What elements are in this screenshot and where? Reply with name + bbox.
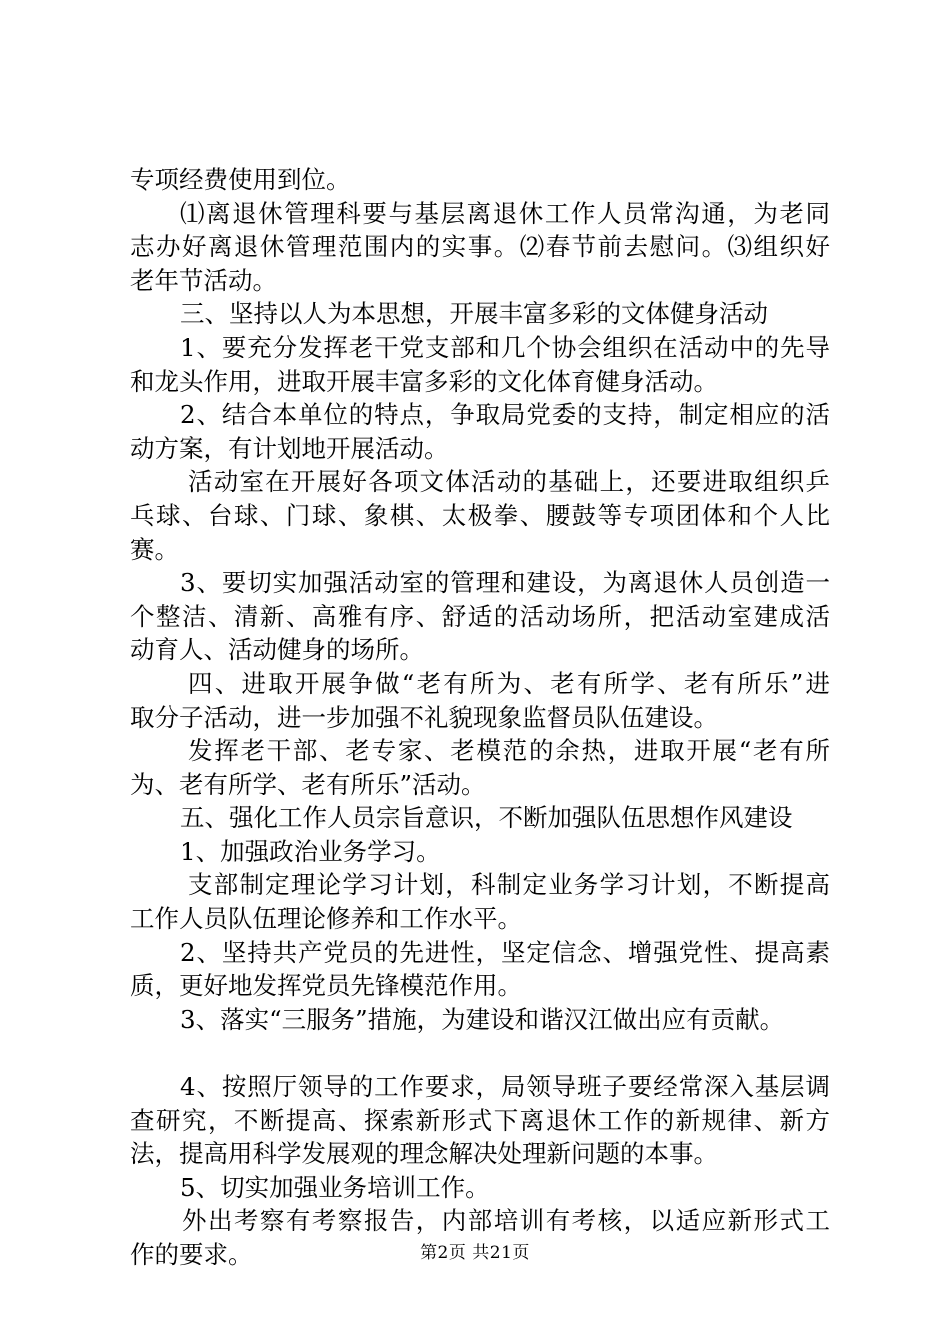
text-line: 查研究，不断提高、探索新形式下离退休工作的新规律、新方 <box>130 1105 830 1135</box>
text-line: 个整洁、清新、高雅有序、舒适的活动场所，把活动室建成活 <box>130 601 830 631</box>
text-line: 动育人、活动健身的场所。 <box>130 635 424 665</box>
text-line: 专项经费使用到位。 <box>130 165 351 194</box>
page-number: 第2页 共21页 <box>420 1243 530 1263</box>
text-line: 工作人员队伍理论修养和工作水平。 <box>130 904 522 934</box>
text-line: 3、落实“三服务”措施，为建设和谐汉江做出应有贡献。 <box>180 1004 785 1034</box>
text-line: 4、按照厅领导的工作要求，局领导班子要经常深入基层调 <box>180 1072 830 1102</box>
text-line: 质，更好地发挥党员先锋模范作用。 <box>130 971 522 1001</box>
section-heading: 四、进取开展争做“老有所为、老有所学、老有所乐”进 <box>188 668 830 698</box>
document-body <box>130 163 830 1272</box>
blank-line <box>130 1036 830 1070</box>
text-line: 外出考察有考察报告，内部培训有考核，以适应新形式工 <box>182 1206 830 1236</box>
text-line: 和龙头作用，进取开展丰富多彩的文化体育健身活动。 <box>130 366 718 396</box>
text-line: 乓球、台球、门球、象棋、太极拳、腰鼓等专项团体和个人比 <box>130 500 830 530</box>
text-line: 2、坚持共产党员的先进性，坚定信念、增强党性、提高素 <box>180 937 830 967</box>
text-line: 5、切实加强业务培训工作。 <box>180 1172 490 1202</box>
text-line: 志办好离退休管理范围内的实事。⑵春节前去慰问。⑶组织好 <box>130 232 830 262</box>
text-line: 取分子活动，进一步加强不礼貌现象监督员队伍建设。 <box>130 702 718 732</box>
text-line: 活动室在开展好各项文体活动的基础上，还要进取组织乒 <box>188 467 830 497</box>
text-line: 3、要切实加强活动室的管理和建设，为离退休人员创造一 <box>180 568 830 598</box>
text-line: 1、加强政治业务学习。 <box>180 836 441 866</box>
text-line: 作的要求。 <box>130 1240 253 1269</box>
text-line: 赛。 <box>130 534 179 564</box>
section-heading: 五、强化工作人员宗旨意识，不断加强队伍思想作风建设 <box>180 803 793 833</box>
text-line: 发挥老干部、老专家、老模范的余热，进取开展“老有所 <box>188 736 830 766</box>
text-line: ⑴离退休管理科要与基层离退休工作人员常沟通，为老同 <box>180 198 830 228</box>
text-line: 1、要充分发挥老干党支部和几个协会组织在活动中的先导 <box>180 332 830 362</box>
text-line: 为、老有所学、老有所乐”活动。 <box>130 769 486 799</box>
text-line: 老年节活动。 <box>130 265 277 295</box>
section-heading: 三、坚持以人为本思想，开展丰富多彩的文体健身活动 <box>180 299 768 329</box>
text-line: 法，提高用科学发展观的理念解决处理新问题的本事。 <box>130 1139 718 1169</box>
text-line: 2、结合本单位的特点，争取局党委的支持，制定相应的活 <box>180 400 830 430</box>
text-line: 动方案，有计划地开展活动。 <box>130 433 449 463</box>
text-line: 支部制定理论学习计划，科制定业务学习计划，不断提高 <box>188 870 830 900</box>
